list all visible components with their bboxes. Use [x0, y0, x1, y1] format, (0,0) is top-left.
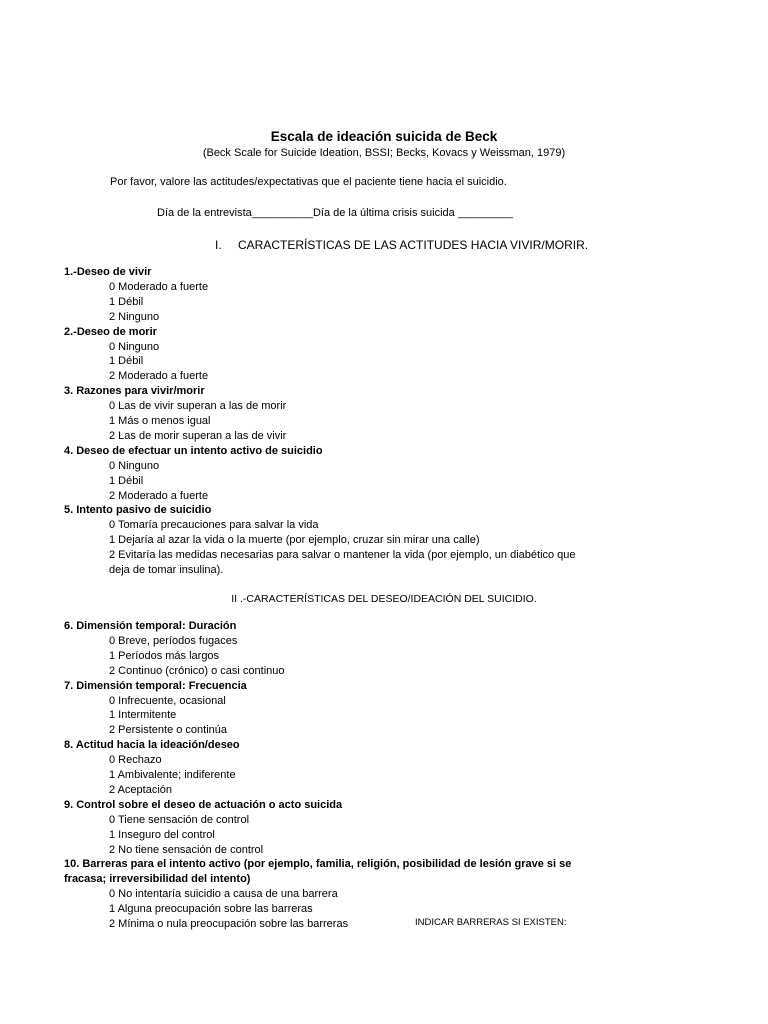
question-2-option-1: 1 Débil	[109, 355, 144, 368]
question-10-option-2: 2 Mínima o nula preocupación sobre las barreras	[109, 918, 349, 931]
question-6-option-1: 1 Períodos más largos	[109, 649, 220, 662]
question-3-option-2: 2 Las de morir superan a las de vivir	[109, 429, 287, 442]
question-2-option-2: 2 Moderado a fuerte	[109, 370, 209, 383]
question-1-option-2: 2 Ninguno	[109, 310, 160, 323]
question-5-label: 5. Intento pasivo de suicidio	[64, 504, 212, 517]
question-9-label: 9. Control sobre el deseo de actuación o acto suicida	[64, 798, 343, 811]
section-1-number: I.	[215, 238, 222, 252]
question-5-option-0: 0 Tomaría precauciones para salvar la vida	[109, 519, 319, 532]
question-8-label: 8. Actitud hacia la ideación/deseo	[64, 739, 240, 752]
question-8-option-1: 1 Ambivalente; indiferente	[109, 769, 236, 782]
section-1-heading	[215, 238, 588, 252]
question-7-option-1: 1 Intermitente	[109, 709, 177, 722]
instructions-text: Por favor, valore las actitudes/expectativas que el paciente tiene hacia el suicidio.	[110, 176, 507, 188]
question-7-option-2: 2 Persistente o continúa	[109, 724, 228, 737]
question-8-option-2: 2 Aceptación	[109, 783, 172, 796]
section-2-heading: II .-CARACTERÍSTICAS DEL DESEO/IDEACIÓN DEL SUICIDIO.	[231, 593, 537, 605]
questions-part-2	[64, 619, 704, 932]
dates-line: Día de la entrevista__________Día de la última crisis suicida _________	[157, 207, 513, 219]
question-6-label: 6. Dimensión temporal: Duración	[64, 620, 237, 632]
question-10-option-0: 0 No intentaría suicidio a causa de una barrera	[109, 888, 338, 901]
question-1-label: 1.-Deseo de vivir	[64, 266, 152, 278]
question-1-option-0: 0 Moderado a fuerte	[109, 280, 209, 293]
question-4-option-1: 1 Débil	[109, 474, 144, 487]
question-2-option-0: 0 Ninguno	[109, 340, 160, 353]
questions-part-1	[64, 265, 704, 578]
section-1-title: CARACTERÍSTICAS DE LAS ACTITUDES HACIA VIVIR/MORIR.	[238, 238, 589, 252]
question-7-label: 7. Dimensión temporal: Frecuencia	[64, 679, 247, 692]
question-3-option-1: 1 Más o menos igual	[109, 415, 211, 428]
document-title: Escala de ideación suicida de Beck	[270, 129, 498, 144]
question-1-option-1: 1 Débil	[109, 295, 144, 308]
question-10-label: 10. Barreras para el intento activo (por ejemplo, familia, religión, posibilidad de lesión grave si se fracasa; irreversibilidad del intento)	[64, 858, 572, 886]
question-9-option-2: 2 No tiene sensación de control	[109, 843, 264, 856]
question-4-option-0: 0 Ninguno	[109, 459, 160, 472]
question-4-label: 4. Deseo de efectuar un intento activo de suicidio	[64, 444, 323, 457]
question-5-option-1: 1 Dejaría al azar la vida o la muerte (por ejemplo, cruzar sin mirar una calle)	[109, 534, 480, 547]
question-4-option-2: 2 Moderado a fuerte	[109, 489, 209, 502]
question-9-option-1: 1 Inseguro del control	[109, 828, 215, 841]
question-10-option-1: 1 Alguna preocupación sobre las barreras	[109, 903, 313, 916]
question-8-option-0: 0 Rechazo	[109, 754, 162, 767]
question-3-label: 3. Razones para vivir/morir	[64, 385, 205, 398]
question-3-option-0: 0 Las de vivir superan a las de morir	[109, 400, 287, 413]
question-2-label: 2.-Deseo de morir	[64, 325, 157, 338]
question-9-option-0: 0 Tiene sensación de control	[109, 813, 250, 826]
document-subtitle: (Beck Scale for Suicide Ideation, BSSI; Becks, Kovacs y Weissman, 1979)	[202, 147, 566, 159]
question-6-option-2: 2 Continuo (crónico) o casi continuo	[109, 664, 285, 677]
question-5-option-2: 2 Evitaría las medidas necesarias para salvar o mantener la vida (por ejemplo, un diabético que deja de tomar insulina).	[109, 549, 576, 577]
question-6-option-0: 0 Breve, períodos fugaces	[109, 634, 238, 647]
question-7-option-0: 0 Infrecuente, ocasional	[109, 694, 226, 707]
barriers-note: INDICAR BARRERAS SI EXISTEN:	[415, 917, 567, 928]
